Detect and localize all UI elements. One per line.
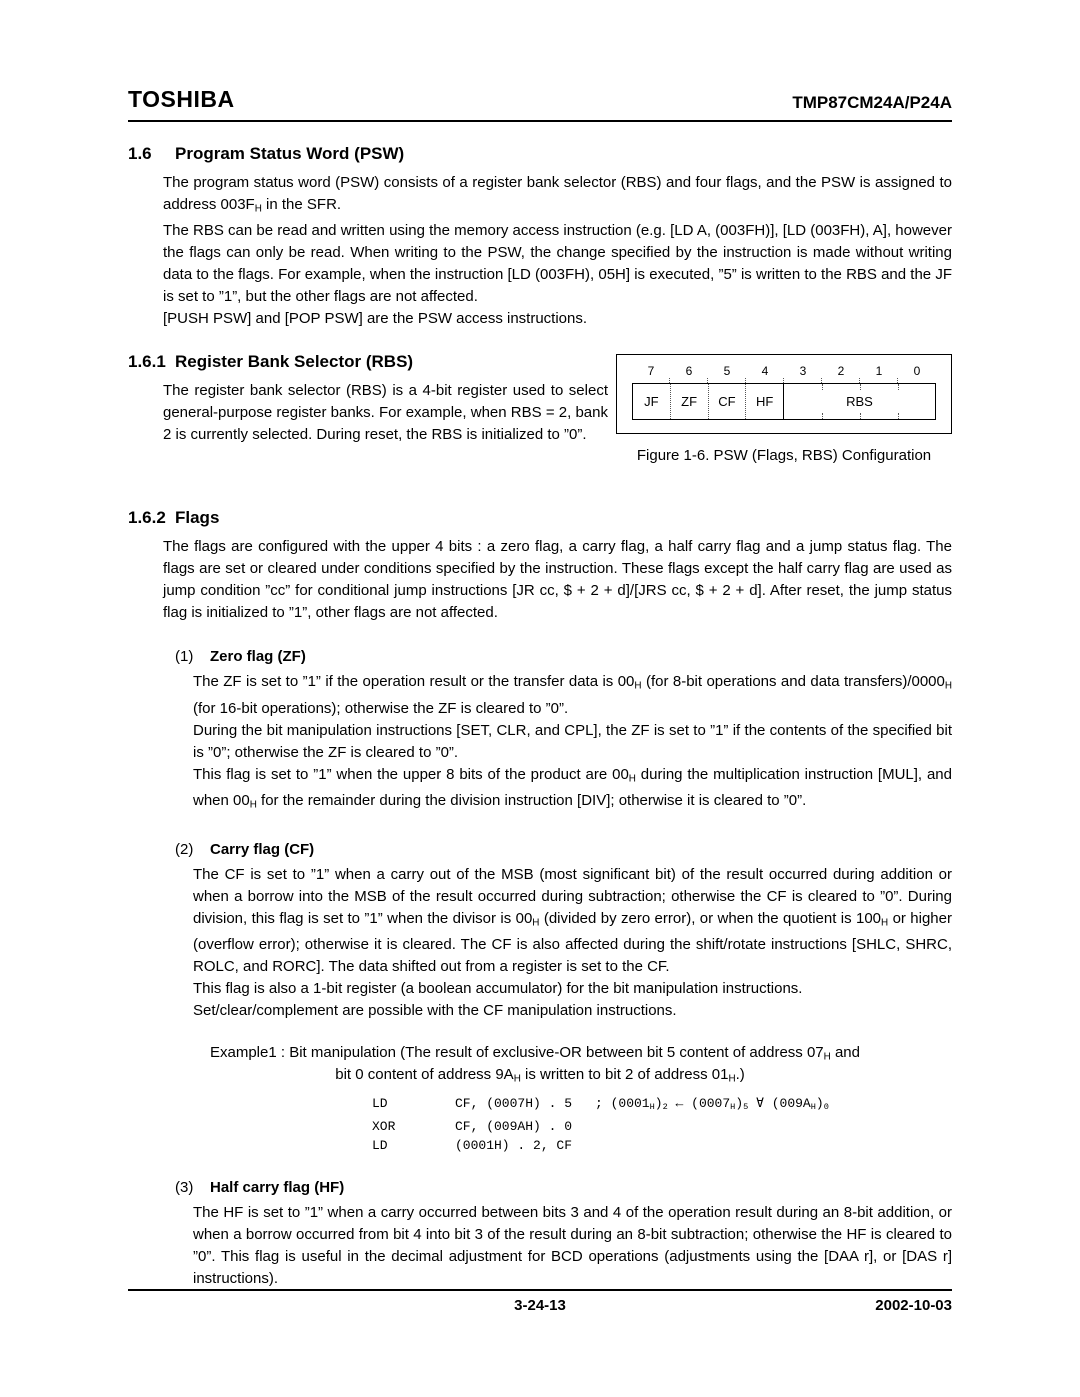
flag-cell-hf: HF (746, 384, 784, 419)
flag-item-zf (128, 648, 952, 816)
flag-cell-zf: ZF (671, 384, 709, 419)
bit-number-row (632, 364, 936, 378)
tick (860, 378, 898, 383)
section-number: 1.6 (128, 144, 152, 163)
item-title: Zero flag (ZF) (210, 648, 306, 666)
tick (632, 378, 670, 383)
section-title: Register Bank Selector (RBS) (175, 352, 414, 372)
paragraph: This flag is also a 1-bit register (a boolean accumulator) for the bit manipulation instructions. (193, 980, 803, 998)
code-operand: CF, (0007H) . 5 (455, 1096, 573, 1112)
section-title: Program Status Word (PSW) (175, 144, 405, 163)
page-header (128, 86, 952, 122)
figure-caption: Figure 1-6. PSW (Flags, RBS) Configuration (636, 447, 932, 465)
example-text-line1: Example1 : Bit manipulation (The result of exclusive-OR between bit 5 content of address $07_H$ and (210, 1044, 860, 1063)
code-operand: CF, (009AH) . 0 (455, 1119, 573, 1135)
rbs-field-label: RBS (846, 394, 873, 410)
tick (860, 384, 861, 390)
bit-number: 0 (913, 364, 921, 379)
item-number: (1) (175, 648, 194, 666)
flag-item-hf (128, 1179, 952, 1290)
paragraph-rbs: The register bank selector (RBS) is a 4-bit register used to select general-purpose register banks. For example, when RBS = 2, bank 2 is currently selected. During reset, the RBS is initialized to ”0”. (163, 382, 608, 444)
bit-number: 3 (799, 364, 807, 379)
psw-register-row (632, 383, 936, 420)
item-number: (3) (175, 1179, 194, 1197)
bit-number: 1 (875, 364, 883, 379)
page-content (128, 86, 952, 1290)
section-number: 1.6.1 (128, 352, 166, 372)
rbs-field (784, 384, 935, 419)
tick (746, 378, 784, 383)
tick (708, 378, 746, 383)
paragraph-psw-3: [PUSH PSW] and [POP PSW] are the PSW access instructions. (163, 310, 588, 328)
tick (822, 378, 860, 383)
section-heading-psw (128, 144, 952, 164)
tick (670, 378, 708, 383)
section-heading-flags (128, 508, 952, 528)
flag-cell-cf: CF (709, 384, 747, 419)
code-opcode: LD (372, 1096, 388, 1112)
example-block (128, 1044, 952, 1084)
code-opcode: LD (372, 1138, 388, 1154)
footer-date: 2002-10-03 (875, 1297, 952, 1314)
tick (784, 378, 822, 383)
paragraph-flags-intro: The flags are configured with the upper 4 bits : a zero flag, a carry flag, a half carry flag and a jump status flag. The flags are set or cleared under conditions specified by the instruction. These flags except the half carry flag are used as jump condition ”cc” for conditional jump instructions [JR cc, $ + 2 + d]/[JRS cc, $ + 2 + d]. After reset, the jump status flag is initialized to ”1”, other flags are not affected. (163, 538, 952, 622)
tick (898, 384, 899, 390)
section-rbs (128, 352, 952, 486)
bit-number: 2 (837, 364, 845, 379)
bit-number: 4 (761, 364, 769, 379)
item-heading (175, 1179, 952, 1196)
code-line (372, 1136, 952, 1155)
paragraph-psw-2: The RBS can be read and written using the memory access instruction (e.g. [LD A, (003FH)], [LD (003FH), A], however the flags can only be read. When writing to the PSW, the change specified by the instruction is made without writing data to the flags. For example, when the instruction [LD (003FH), 05H] is executed, ”5” is written to the RBS and the JF is set to ”1”, but the other flags are not affected. (163, 222, 952, 306)
page-number: 3-24-13 (514, 1297, 566, 1314)
code-operand: (0001H) . 2, CF (455, 1138, 573, 1154)
tick (898, 413, 899, 419)
part-number: TMP87CM24A/P24A (792, 93, 952, 112)
section-number: 1.6.2 (128, 508, 166, 528)
paragraph: The CF is set to ”1” when a carry out of the MSB (most significant bit) of the result occurred during addition or when a borrow into the MSB of the result occurred during subtraction; otherwise the CF is cleared to ”0”. During division, this flag is set to ”1” when the divisor is $00_H$ (divided by zero error), or when the quotient is $100_H$ or higher (overflow error); otherwise it is cleared. The CF is also affected during the shift/rotate instructions [SHLC, SHRC, ROLC, and RORC]. The data shifted out from a register is set to the CF. (193, 865, 952, 976)
tick (822, 384, 823, 390)
section-title: Flags (175, 508, 220, 528)
code-opcode: XOR (372, 1119, 396, 1135)
tick (860, 413, 861, 419)
flag-cell-jf: JF (633, 384, 671, 419)
register-diagram (616, 354, 952, 434)
page-footer (128, 1289, 952, 1314)
bit-boundary-ticks (632, 378, 936, 383)
paragraph: The ZF is set to ”1” if the operation result or the transfer data is $00_H$ (for 8-bit operations and data $transfers)/0000_H$ (for 16-bit operations); otherwise the ZF is cleared to ”0”. (193, 673, 953, 717)
paragraph: The HF is set to ”1” when a carry occurred between bits 3 and 4 of the operation result during an 8-bit addition, or when a borrow occurred from bit 4 into bit 3 of the result during an 8-bit subtraction; otherwise the HF is cleared to ”0”. This flag is useful in the decimal adjustment for BCD operations (adjustments using the [DAA r], or [DAS r] instructions). (193, 1204, 952, 1288)
paragraph: Set/clear/complement are possible with the CF manipulation instructions. (193, 1002, 677, 1020)
code-line (372, 1094, 952, 1117)
bit-number: 5 (723, 364, 731, 379)
item-heading (175, 841, 952, 858)
bit-number: 6 (685, 364, 693, 379)
brand-logo: TOSHIBA (128, 86, 235, 112)
example-code (372, 1094, 952, 1155)
footer-row (128, 1291, 952, 1314)
item-heading (175, 648, 952, 665)
tick (822, 413, 823, 419)
paragraph: This flag is set to ”1” when the upper 8 bits of the product are $00_H$ during the multiplication instruction [MUL], and when $00_H$ for the remainder during the division instruction [DIV]; otherwise it is cleared to ”0”. (193, 765, 952, 811)
flag-item-cf (128, 841, 952, 1156)
item-title: Carry flag (CF) (210, 840, 315, 858)
psw-configuration-figure (616, 354, 952, 464)
bit-number: 7 (647, 364, 655, 379)
paragraph-psw-1: The program status word (PSW) consists of a register bank selector (RBS) and four flags, and the PSW is assigned to address $003F_H$ in the SFR. (163, 174, 952, 215)
paragraph: During the bit manipulation instructions [SET, CLR, and CPL], the ZF is set to ”1” if the contents of the specified bit is ”0”; otherwise the ZF is cleared to ”0”. (193, 721, 952, 761)
code-line (372, 1117, 952, 1136)
code-comment: ; $(0001_H)_2$ ← $(0007_H)_5$ ∀ $(009A_H)_0$ (595, 1096, 829, 1113)
item-title: Half carry flag (HF) (210, 1179, 345, 1197)
tick (898, 378, 936, 383)
example-text-line2: bit 0 content of address $9A_H$ is written to bit 2 of address $01_H$.) (335, 1065, 745, 1085)
item-number: (2) (175, 840, 194, 858)
